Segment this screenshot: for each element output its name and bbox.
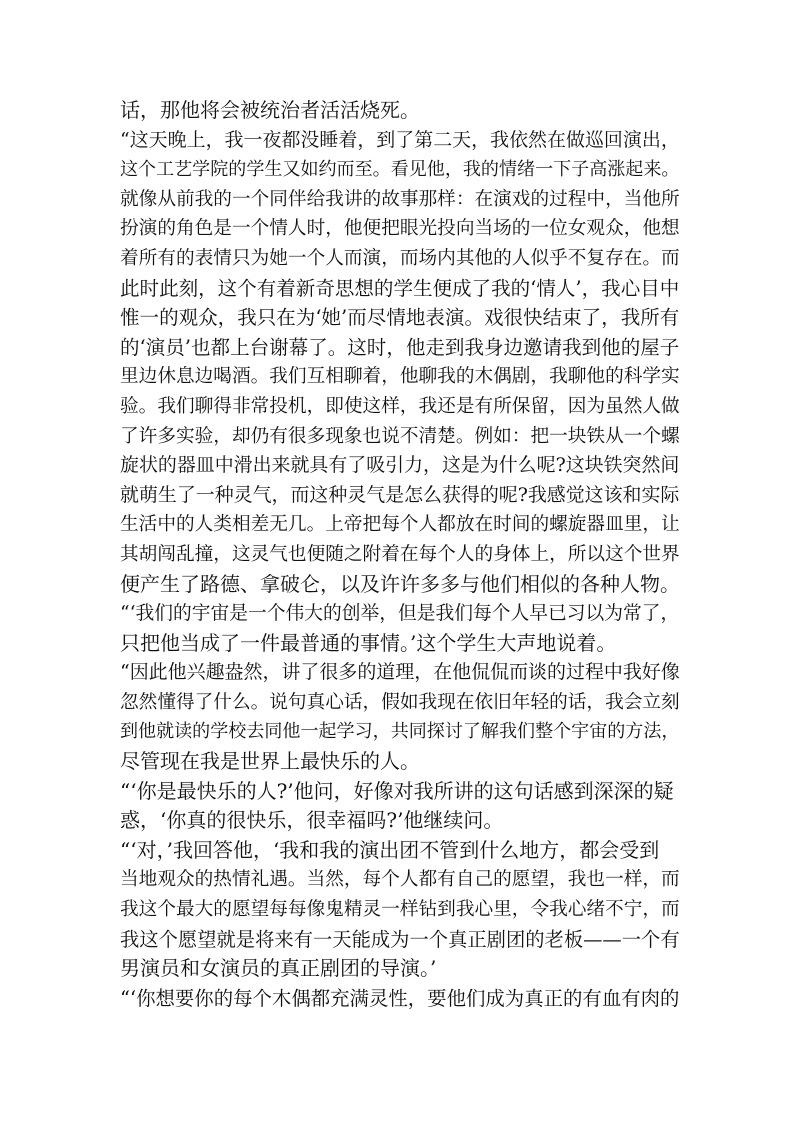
text-line: 其胡闯乱撞，这灵气也便随之附着在每个人的身体上，所以这个世界 [120, 543, 680, 565]
text-line: 验。我们聊得非常投机，即使这样，我还是有所保留，因为虽然人做 [120, 395, 680, 417]
text-line: “‘我们的宇宙是一个伟大的创举，但是我们每个人早已习以为常了， [120, 603, 680, 625]
text-line: 我这个最大的愿望每每像鬼精灵一样钻到我心里，令我心绪不宁，而 [120, 899, 680, 921]
text-line: “这天晚上，我一夜都没睡着，到了第二天，我依然在做巡回演出， [120, 128, 680, 151]
text-line: 惑，‘你真的很快乐，很幸福吗?’他继续问。 [120, 808, 504, 833]
text-line: 忽然懂得了什么。说句真心话，假如我现在依旧年轻的话，我会立刻 [120, 691, 680, 713]
text-line: “‘对，’我回答他，‘我和我的演出团不管到什么地方，都会受到 [120, 837, 660, 862]
text-line: 生活中的人类相差无几。上帝把每个人都放在时间的螺旋器皿里，让 [120, 514, 680, 536]
text-line: “‘你想要你的每个木偶都充满灵性，要他们成为真正的有血有肉的 [120, 986, 680, 1010]
text-line: 旋状的器皿中滑出来就具有了吸引力，这是为什么呢?这块铁突然间 [120, 454, 680, 477]
text-line: 扮演的角色是一个情人时，他便把眼光投向当场的一位女观众，他想 [120, 218, 680, 240]
text-line: 男演员和女演员的真正剧团的导演。’ [120, 956, 437, 981]
text-line: 惟一的观众，我只在为‘她’而尽情地表演。戏很快结束了，我所有 [120, 306, 680, 330]
text-line: 当地观众的热情礼遇。当然，每个人都有自己的愿望，我也一样，而 [120, 869, 680, 891]
text-line: 这个工艺学院的学生又如约而至。看见他，我的情绪一下子高涨起来。 [120, 159, 680, 181]
text-line: 里边休息边喝酒。我们互相聊着，他聊我的木偶剧，我聊他的科学实 [120, 366, 680, 388]
text-line: 的‘演员’也都上台谢幕了。这时，他走到我身边邀请我到他的屋子 [120, 335, 680, 359]
text-line: 尽管现在我是世界上最快乐的人。 [120, 749, 420, 774]
text-line: 只把他当成了一件最普通的事情。’这个学生大声地说着。 [120, 630, 617, 655]
text-line: 就像从前我的一个同伴给我讲的故事那样：在演戏的过程中，当他所 [120, 188, 680, 210]
text-line: 此时此刻，这个有着新奇思想的学生便成了我的‘情人’，我心目中 [120, 276, 680, 300]
text-line: 到他就读的学校去同他一起学习，共同探讨了解我们整个宇宙的方法， [120, 721, 680, 743]
text-line: 了许多实验，却仍有很多现象也说不清楚。例如：把一块铁从一个螺 [120, 425, 680, 447]
text-line: 便产生了路德、拿破仑，以及许许多多与他们相似的各种人物。 [120, 571, 680, 596]
text-line: 话，那他将会被统治者活活烧死。 [120, 98, 420, 122]
text-line: “‘你是最快乐的人?’他问，好像对我所讲的这句话感到深深的疑 [120, 778, 674, 803]
text-line: 就萌生了一种灵气，而这种灵气是怎么获得的呢?我感觉这该和实际 [120, 483, 680, 506]
text-line: 我这个愿望就是将来有一天能成为一个真正剧团的老板——一个有 [120, 927, 680, 951]
body-text [120, 96, 680, 1013]
text-line: 着所有的表情只为她一个人而演，而场内其他的人似乎不复存在。而 [120, 247, 680, 269]
text-line: “因此他兴趣盎然，讲了很多的道理，在他侃侃而谈的过程中我好像 [120, 661, 680, 684]
